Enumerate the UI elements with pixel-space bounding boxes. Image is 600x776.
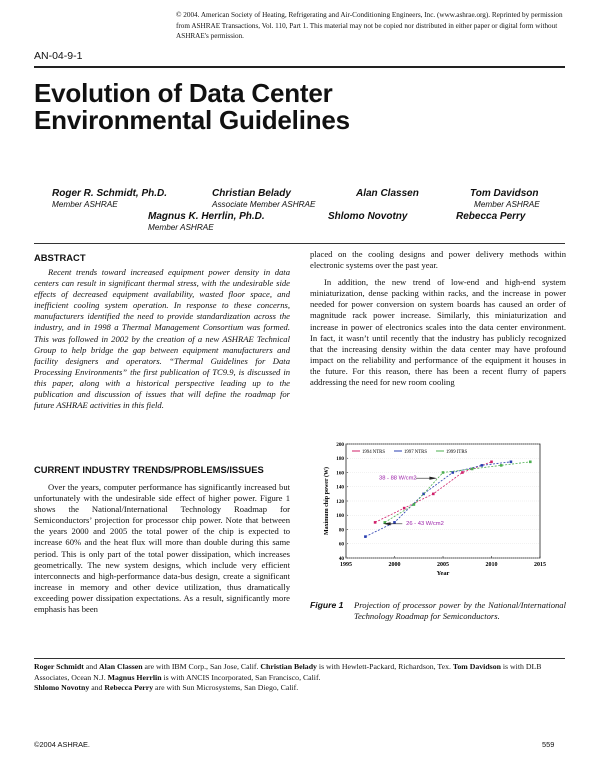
- footnote-name: Roger Schmidt: [34, 662, 84, 671]
- footer-copyright: ©2004 ASHRAE.: [34, 740, 90, 749]
- footnote-text: and: [83, 662, 100, 671]
- x-axis-label: Year: [436, 570, 450, 577]
- y-tick-label: 140: [336, 484, 344, 491]
- figure-caption: [310, 600, 566, 622]
- figure-caption-text: Projection of processor power by the National/International Technology Roadmap for Semiconductors.: [354, 600, 566, 621]
- footnote-name: Tom Davidson: [452, 662, 501, 671]
- author-affiliation: Member ASHRAE: [474, 200, 540, 209]
- data-point: [413, 503, 416, 506]
- author-name: Tom Davidson: [470, 188, 539, 199]
- data-point: [490, 461, 493, 464]
- title-line-2: Environmental Guidelines: [34, 105, 350, 135]
- author-name: Magnus K. Herrlin, Ph.D.: [148, 211, 265, 222]
- body-paragraph: Over the years, computer performance has significantly increased but unfortunately with the undesirable side effect of higher power. Figure 1 shows the National/International Technology Roadmap for Semiconductors’ projection for processor chip power. Note that between the years 2000 and 2005 the total power of the chip is expected to increase 60% and the heat flux will more than double during this same period. This is only part of the total power dissipation, which increases geometrically. The new system designs, which include very efficient interconnects and high-performance data-bus design, create a significant increase in memory and other device utilization, thus dramatically exceeding power dissipation expectations. As a result, significantly more emphasis has been: [34, 482, 290, 615]
- footnote-text: are with Sun Microsystems, San Diego, Calif.: [153, 683, 299, 692]
- author-name: Christian Belady: [212, 188, 291, 199]
- y-tick-label: 40: [338, 555, 344, 562]
- chip-power-chart: [322, 440, 552, 580]
- footnote-name: Shlomo Novotny: [34, 683, 90, 692]
- chart-annotations: [379, 476, 444, 528]
- footnote-name: Rebecca Perry: [104, 683, 154, 692]
- author-affiliation: Member ASHRAE: [148, 223, 214, 232]
- y-tick-label: 120: [336, 498, 344, 505]
- data-point: [442, 471, 445, 474]
- footnote-text: is with DLB Associates, Ocean N.J.: [34, 662, 542, 682]
- author-affiliation: Member ASHRAE: [52, 200, 118, 209]
- author-name: Roger R. Schmidt, Ph.D.: [52, 188, 168, 199]
- footnote-text: and: [89, 683, 105, 692]
- abstract-heading: ABSTRACT: [34, 252, 86, 263]
- data-point: [403, 507, 406, 510]
- author-affiliation: Associate Member ASHRAE: [212, 200, 316, 209]
- chart-series: [364, 461, 531, 538]
- y-tick-label: 180: [336, 456, 344, 463]
- y-tick-label: 80: [338, 527, 344, 534]
- annotation-label: 38 - 88 W/cm2: [378, 475, 417, 482]
- section-body-left: [34, 482, 290, 621]
- y-tick-label: 160: [336, 470, 344, 477]
- data-point: [393, 521, 396, 524]
- author-name: Rebecca Perry: [456, 211, 526, 222]
- section-heading: CURRENT INDUSTRY TRENDS/PROBLEMS/ISSUES: [34, 464, 264, 475]
- author-name: Alan Classen: [356, 188, 419, 199]
- x-tick-label: 2000: [388, 562, 401, 568]
- data-point: [510, 461, 513, 464]
- data-point: [500, 464, 503, 467]
- title-line-1: Evolution of Data Center: [34, 78, 333, 108]
- series-line: [375, 462, 491, 523]
- figure-label: Figure 1: [310, 600, 344, 610]
- x-tick-label: 2005: [437, 562, 449, 568]
- footnote-name: Magnus Herrlin: [107, 672, 162, 682]
- annotation-label: 26 - 43 W/cm2: [406, 521, 444, 528]
- x-tick-label: 1995: [340, 562, 352, 568]
- footnote-text: is with Hewlett-Packard, Richardson, Tex.: [316, 662, 453, 671]
- data-point: [374, 521, 377, 524]
- annotation-arrowhead: [429, 477, 437, 480]
- copyright-notice: © 2004. American Society of Heating, Refrigerating and Air-Conditioning Engineers, Inc. (www.ashrae.org). Reprinted by permission from ASHRAE Transactions, Vol. 110, Part 1. This material may not be copied nor distributed in either paper or digital form without ASHRAE's permission.: [176, 11, 563, 41]
- data-point: [432, 493, 435, 496]
- body-paragraph-continued: placed on the cooling designs and power delivery methods within electronic systems over the past year.: [310, 249, 566, 271]
- body-paragraph: In addition, the new trend of low-end and high-end system miniaturization, dense packing within racks, and the increase in power needed for power conversion on system boards has caused an order of magnitude rack power increase. Similarly, this miniaturization and increase in power of electronics scales into the data center environment. In fact, it wasn’t until recently that the industry has publicly recognized that the increasing density within the data center may have profound impact on the reliability and performance of the equipment it houses in the future. For this reason, there has been a recent flurry of papers addressing the need for new room cooling: [310, 277, 566, 388]
- y-tick-label: 200: [336, 441, 344, 448]
- data-point: [364, 535, 367, 538]
- footnote-text: are with IBM Corp., San Jose, Calif.: [142, 662, 261, 671]
- series-line: [385, 462, 531, 523]
- abstract-paragraph: Recent trends toward increased equipment power density in data centers can result in significant thermal stress, with the undesirable side effects of decreased equipment availability, wasted floor space, and inefficient cooling system operation. In response to these concerns, manufacturers identified the need to provide standardization across the industry, and in 1998 a Thermal Management Consortium was formed. This was followed in 2002 by the creation of a new ASHRAE Technical Group to help bridge the gap between equipment manufacturers and facility designers and operators. “Thermal Guidelines for Data Processing Environments” the first publication of TC9.9, is discussed in this paper, along with a historical perspective leading up to the publication and discussion of issues that will define the roadmap for future ASHRAE activities in this field.: [34, 267, 290, 411]
- chart-legend: [352, 450, 468, 455]
- legend-label: 1999 ITRS: [446, 450, 468, 455]
- section-body-right: [310, 249, 566, 394]
- author-footnote: [34, 662, 565, 694]
- data-point: [461, 471, 464, 474]
- data-point: [481, 464, 484, 467]
- section-rule: [34, 243, 565, 244]
- chart-axes: [336, 442, 546, 568]
- x-tick-label: 2010: [485, 562, 498, 568]
- footnote-name: Alan Classen: [99, 662, 143, 671]
- y-tick-label: 60: [338, 541, 344, 548]
- footnote-rule: [34, 658, 565, 659]
- top-rule: [34, 66, 565, 68]
- abstract-body: [34, 267, 290, 417]
- paper-title: [34, 80, 350, 134]
- y-tick-label: 100: [336, 513, 344, 520]
- y-axis-label: Maximum chip power (W): [324, 466, 330, 536]
- author-name: Shlomo Novotny: [328, 211, 408, 222]
- footnote-text: is with ANCIS Incorporated, San Francisco, Calif.: [161, 672, 321, 682]
- page-number: 559: [542, 740, 555, 749]
- data-point: [529, 461, 532, 464]
- data-point: [471, 468, 474, 471]
- legend-label: 1997 NTRS: [404, 450, 428, 455]
- paper-number: AN-04-9-1: [34, 50, 83, 62]
- footnote-name: Christian Belady: [260, 662, 317, 671]
- legend-label: 1994 NTRS: [362, 450, 386, 455]
- x-tick-label: 2015: [534, 562, 546, 568]
